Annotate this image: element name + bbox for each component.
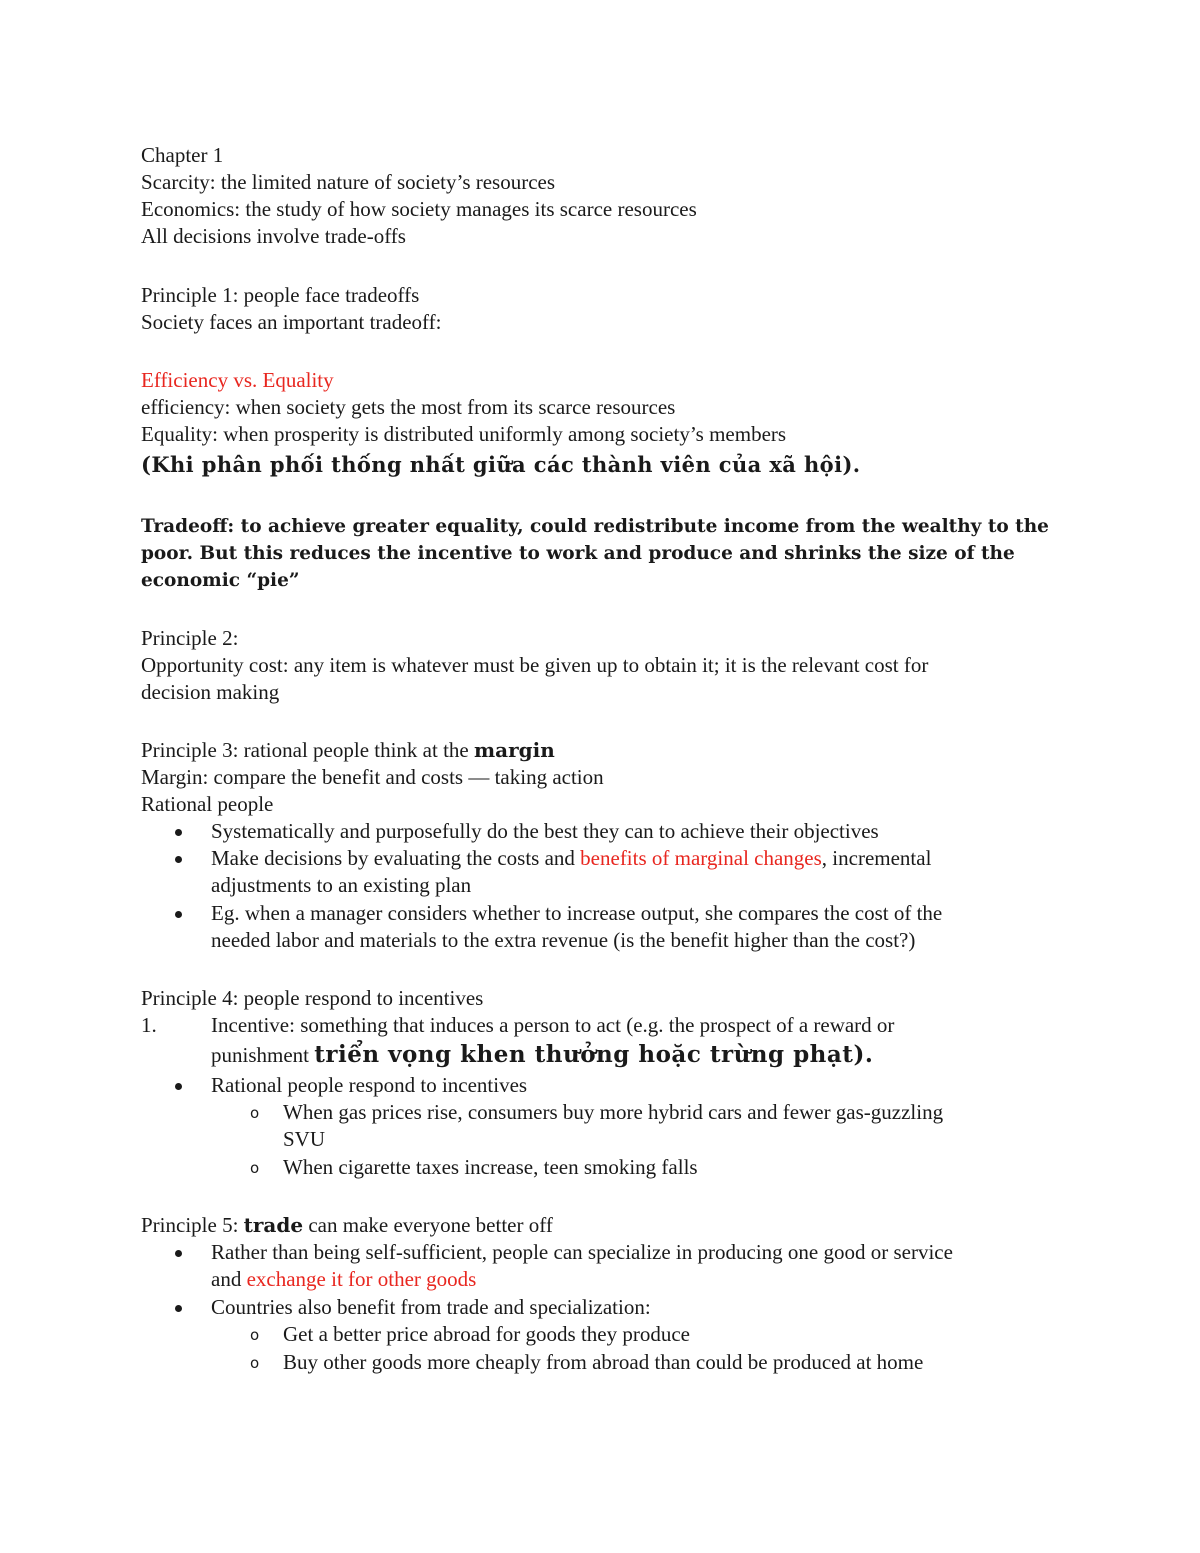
list-item bbox=[211, 1294, 1061, 1321]
bullet-icon bbox=[175, 1250, 182, 1257]
list-item-text: When cigarette taxes increase, teen smoking falls bbox=[283, 1155, 698, 1179]
tradeoff-paragraph bbox=[141, 513, 1049, 594]
principle-2-title: Principle 2: bbox=[141, 626, 239, 650]
economics-definition: Economics: the study of how society manages its scarce resources bbox=[141, 197, 697, 221]
sub-list-item bbox=[283, 1099, 1063, 1153]
text-span: Make decisions by evaluating the costs and bbox=[211, 846, 581, 870]
text-span: , incremental bbox=[821, 846, 932, 870]
sub-bullet-icon: o bbox=[250, 1159, 260, 1177]
margin-definition: Margin: compare the benefit and costs — taking action bbox=[141, 765, 604, 789]
list-item-text: Incentive: something that induces a person to act (e.g. the prospect of a reward or bbox=[211, 1013, 895, 1037]
list-item bbox=[211, 900, 1061, 954]
numbered-item bbox=[211, 1012, 1061, 1071]
list-item bbox=[211, 1239, 1061, 1293]
list-item-text: Get a better price abroad for goods they produce bbox=[283, 1322, 690, 1346]
bullet-icon bbox=[175, 911, 182, 918]
list-item-text: adjustments to an existing plan bbox=[211, 873, 472, 897]
list-item bbox=[211, 845, 1061, 899]
chapter-heading: Chapter 1 bbox=[141, 143, 224, 167]
principle-3-prefix: Principle 3: rational people think at the bbox=[141, 738, 474, 762]
efficiency-definition: efficiency: when society gets the most from its scarce resources bbox=[141, 395, 676, 419]
principle-5-title bbox=[141, 1212, 553, 1239]
equality-vietnamese: (Khi phân phối thống nhất giữa các thành viên của xã hội). bbox=[141, 452, 861, 477]
principle-4-title: Principle 4: people respond to incentives bbox=[141, 986, 484, 1010]
list-item-text: Buy other goods more cheaply from abroad than could be produced at home bbox=[283, 1350, 924, 1374]
list-item bbox=[211, 1072, 1061, 1099]
bullet-icon bbox=[175, 1305, 182, 1312]
vietnamese-text: triển vọng khen thưởng hoặc trừng phạt bbox=[314, 1041, 854, 1068]
sub-list-item bbox=[283, 1321, 1063, 1348]
opportunity-cost-line: Opportunity cost: any item is whatever must be given up to obtain it; it is the relevant cost for bbox=[141, 653, 929, 677]
list-item-text: Rather than being self-sufficient, people can specialize in producing one good or service bbox=[211, 1240, 953, 1264]
principle-1-title: Principle 1: people face tradeoffs bbox=[141, 283, 420, 307]
text-span: and bbox=[211, 1267, 247, 1291]
tradeoff-line: poor. But this reduces the incentive to work and produce and shrinks the size of the bbox=[141, 543, 1015, 564]
principle-3-title bbox=[141, 737, 555, 764]
list-item-text bbox=[211, 845, 1061, 872]
list-item bbox=[211, 818, 1061, 845]
bullet-icon bbox=[175, 856, 182, 863]
list-item-text: Rational people respond to incentives bbox=[211, 1073, 528, 1097]
list-item-text: When gas prices rise, consumers buy more hybrid cars and fewer gas-guzzling bbox=[283, 1100, 944, 1124]
sub-bullet-icon: o bbox=[250, 1104, 260, 1122]
text-span: can make everyone better off bbox=[303, 1213, 553, 1237]
efficiency-vs-equality: Efficiency vs. Equality bbox=[141, 368, 334, 392]
sub-bullet-icon: o bbox=[250, 1354, 260, 1372]
list-item-text bbox=[211, 1039, 1061, 1071]
equality-definition: Equality: when prosperity is distributed uniformly among society’s members bbox=[141, 422, 787, 446]
tradeoff-line: Tradeoff: to achieve greater equality, could redistribute income from the wealthy to the bbox=[141, 516, 1049, 537]
bullet-icon bbox=[175, 829, 182, 836]
tradeoffs-statement: All decisions involve trade-offs bbox=[141, 224, 406, 248]
text-span: Principle 5: bbox=[141, 1213, 244, 1237]
opportunity-cost-line: decision making bbox=[141, 680, 280, 704]
highlighted-text: benefits of marginal changes bbox=[580, 846, 822, 870]
highlighted-text: exchange it for other goods bbox=[246, 1267, 477, 1291]
bullet-icon bbox=[175, 1083, 182, 1090]
list-item-text bbox=[211, 1266, 1061, 1293]
rational-people-label: Rational people bbox=[141, 792, 274, 816]
tradeoff-line: economic “pie” bbox=[141, 570, 300, 591]
sub-bullet-icon: o bbox=[250, 1326, 260, 1344]
margin-bold: margin bbox=[474, 738, 555, 762]
list-item-text: Countries also benefit from trade and specialization: bbox=[211, 1295, 651, 1319]
scarcity-definition: Scarcity: the limited nature of society’s resources bbox=[141, 170, 556, 194]
sub-list-item bbox=[283, 1349, 1063, 1376]
society-tradeoff: Society faces an important tradeoff: bbox=[141, 310, 442, 334]
text-span: punishment bbox=[211, 1043, 315, 1067]
list-number: 1. bbox=[141, 1013, 157, 1037]
list-item-text: needed labor and materials to the extra revenue (is the benefit higher than the cost?) bbox=[211, 928, 916, 952]
list-item-text: Eg. when a manager considers whether to increase output, she compares the cost of the bbox=[211, 901, 943, 925]
text-span: ). bbox=[853, 1041, 874, 1068]
list-item-text: SVU bbox=[283, 1127, 326, 1151]
trade-bold: trade bbox=[243, 1213, 304, 1237]
sub-list-item bbox=[283, 1154, 1063, 1181]
list-item-text: Systematically and purposefully do the best they can to achieve their objectives bbox=[211, 819, 879, 843]
